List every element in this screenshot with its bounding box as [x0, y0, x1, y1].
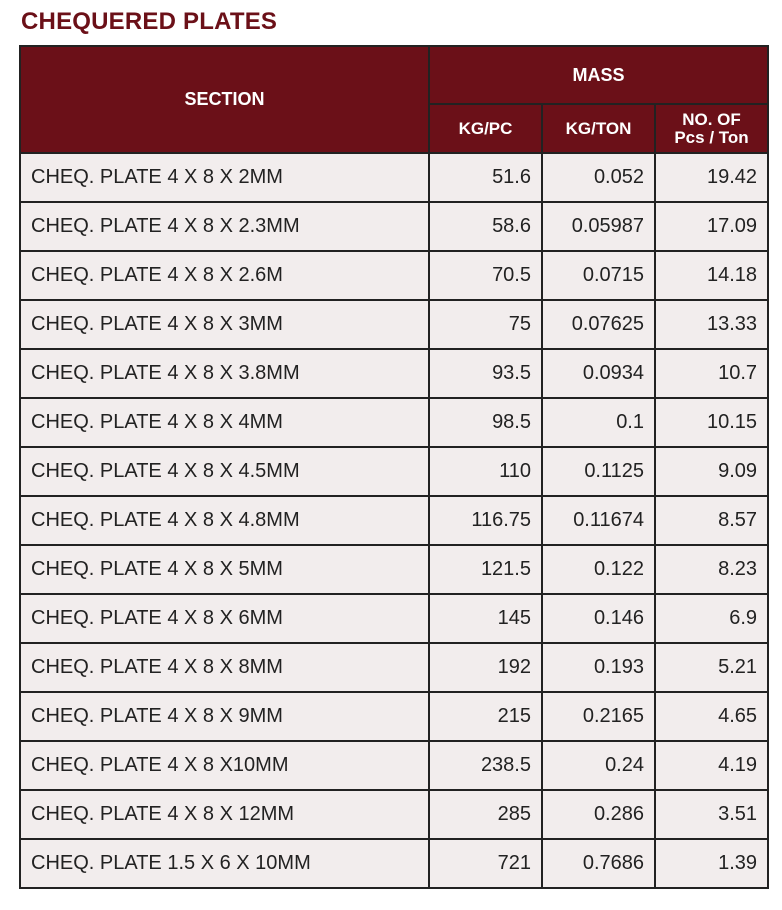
table-row [20, 447, 768, 496]
table-row [20, 153, 768, 202]
section-cell: CHEQ. PLATE 4 X 8 X10MM [20, 741, 429, 790]
table-body [20, 153, 768, 888]
pcs-per-ton-cell: 17.09 [655, 202, 768, 251]
pcs-per-ton-cell: 5.21 [655, 643, 768, 692]
kg-ton-cell: 0.193 [542, 643, 655, 692]
table-row [20, 349, 768, 398]
kg-pc-cell: 98.5 [429, 398, 542, 447]
kg-ton-cell: 0.05987 [542, 202, 655, 251]
pcs-per-ton-cell: 19.42 [655, 153, 768, 202]
mass-header: MASS [429, 46, 768, 104]
kg-pc-cell: 51.6 [429, 153, 542, 202]
table-row [20, 692, 768, 741]
pcs-per-ton-cell: 10.7 [655, 349, 768, 398]
kg-pc-cell: 70.5 [429, 251, 542, 300]
kg-ton-cell: 0.07625 [542, 300, 655, 349]
pcs-per-ton-cell: 4.19 [655, 741, 768, 790]
table-header [20, 46, 768, 153]
kg-pc-header: KG/PC [429, 104, 542, 153]
table-row [20, 545, 768, 594]
table-row [20, 300, 768, 349]
section-cell: CHEQ. PLATE 4 X 8 X 3.8MM [20, 349, 429, 398]
table-row [20, 496, 768, 545]
table-row [20, 398, 768, 447]
pcs-per-ton-cell: 4.65 [655, 692, 768, 741]
kg-pc-cell: 721 [429, 839, 542, 888]
kg-pc-cell: 192 [429, 643, 542, 692]
table-row [20, 741, 768, 790]
table-row [20, 202, 768, 251]
table-row [20, 594, 768, 643]
pcs-per-ton-cell: 9.09 [655, 447, 768, 496]
section-cell: CHEQ. PLATE 4 X 8 X 4.8MM [20, 496, 429, 545]
section-header: SECTION [20, 46, 429, 153]
table-row [20, 643, 768, 692]
pcs-header-line1: NO. OF [682, 109, 741, 129]
kg-ton-cell: 0.0715 [542, 251, 655, 300]
table-row [20, 839, 768, 888]
kg-pc-cell: 110 [429, 447, 542, 496]
pcs-per-ton-cell: 3.51 [655, 790, 768, 839]
header-row-top [20, 46, 768, 104]
chequered-plates-table [19, 45, 769, 889]
kg-pc-cell: 238.5 [429, 741, 542, 790]
section-cell: CHEQ. PLATE 4 X 8 X 2.3MM [20, 202, 429, 251]
section-cell: CHEQ. PLATE 4 X 8 X 5MM [20, 545, 429, 594]
section-cell: CHEQ. PLATE 4 X 8 X 2MM [20, 153, 429, 202]
kg-pc-cell: 121.5 [429, 545, 542, 594]
section-cell: CHEQ. PLATE 4 X 8 X 2.6M [20, 251, 429, 300]
section-cell: CHEQ. PLATE 4 X 8 X 12MM [20, 790, 429, 839]
kg-ton-cell: 0.1125 [542, 447, 655, 496]
kg-pc-cell: 215 [429, 692, 542, 741]
pcs-per-ton-header [655, 104, 768, 153]
pcs-per-ton-cell: 14.18 [655, 251, 768, 300]
kg-ton-cell: 0.122 [542, 545, 655, 594]
kg-pc-cell: 116.75 [429, 496, 542, 545]
kg-pc-cell: 285 [429, 790, 542, 839]
section-cell: CHEQ. PLATE 4 X 8 X 4MM [20, 398, 429, 447]
pcs-per-ton-cell: 13.33 [655, 300, 768, 349]
kg-ton-cell: 0.286 [542, 790, 655, 839]
kg-ton-cell: 0.24 [542, 741, 655, 790]
section-cell: CHEQ. PLATE 4 X 8 X 6MM [20, 594, 429, 643]
pcs-per-ton-cell: 6.9 [655, 594, 768, 643]
pcs-per-ton-cell: 8.57 [655, 496, 768, 545]
page-title: CHEQUERED PLATES [21, 8, 278, 35]
kg-ton-cell: 0.2165 [542, 692, 655, 741]
kg-ton-cell: 0.11674 [542, 496, 655, 545]
table-row [20, 790, 768, 839]
pcs-header-line2: Pcs / Ton [674, 127, 749, 147]
kg-pc-cell: 75 [429, 300, 542, 349]
table-row [20, 251, 768, 300]
kg-pc-cell: 93.5 [429, 349, 542, 398]
kg-pc-cell: 58.6 [429, 202, 542, 251]
pcs-per-ton-cell: 10.15 [655, 398, 768, 447]
kg-pc-cell: 145 [429, 594, 542, 643]
section-cell: CHEQ. PLATE 4 X 8 X 9MM [20, 692, 429, 741]
kg-ton-cell: 0.052 [542, 153, 655, 202]
kg-ton-cell: 0.0934 [542, 349, 655, 398]
kg-ton-cell: 0.1 [542, 398, 655, 447]
kg-ton-cell: 0.146 [542, 594, 655, 643]
pcs-per-ton-cell: 1.39 [655, 839, 768, 888]
section-cell: CHEQ. PLATE 4 X 8 X 3MM [20, 300, 429, 349]
section-cell: CHEQ. PLATE 4 X 8 X 4.5MM [20, 447, 429, 496]
pcs-per-ton-cell: 8.23 [655, 545, 768, 594]
section-cell: CHEQ. PLATE 4 X 8 X 8MM [20, 643, 429, 692]
kg-ton-cell: 0.7686 [542, 839, 655, 888]
section-cell: CHEQ. PLATE 1.5 X 6 X 10MM [20, 839, 429, 888]
kg-ton-header: KG/TON [542, 104, 655, 153]
